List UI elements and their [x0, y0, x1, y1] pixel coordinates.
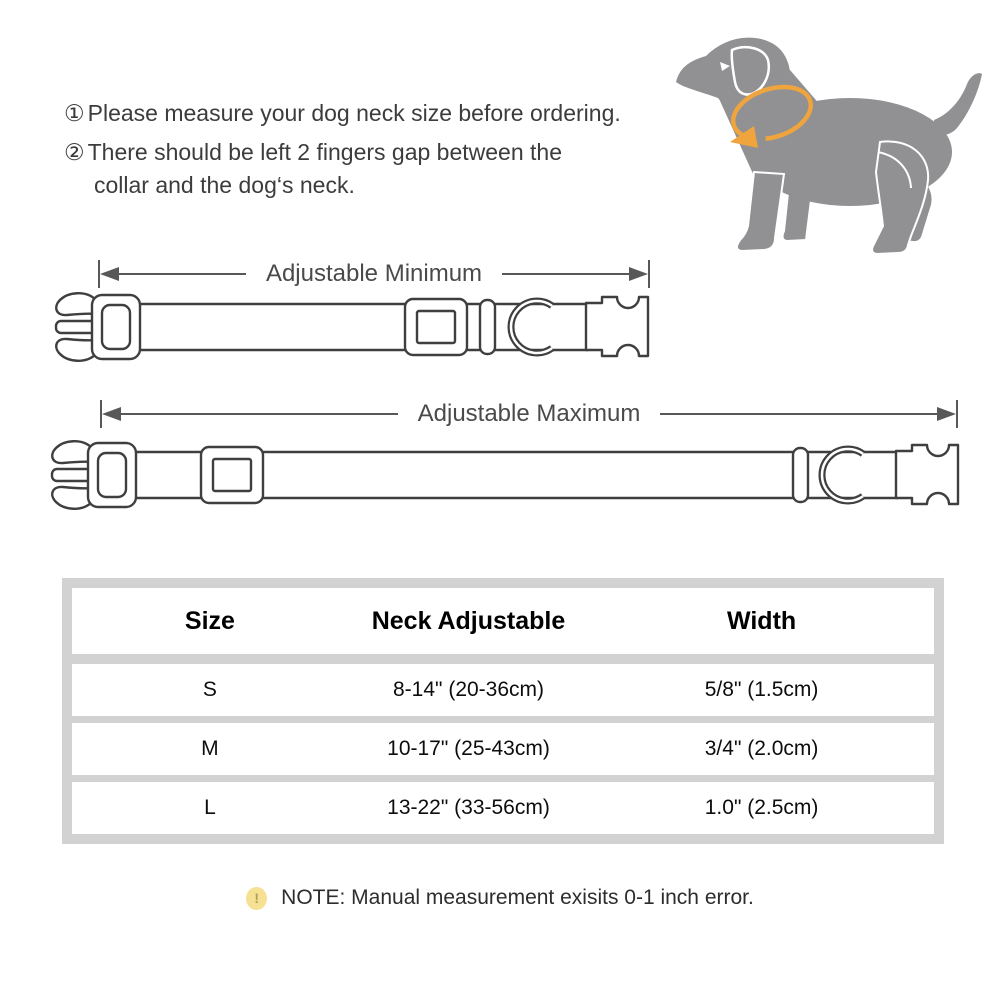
collar-minimum-drawing — [40, 288, 650, 366]
arrowhead-right-icon — [629, 267, 648, 281]
header-width: Width — [726, 606, 797, 635]
instruction-1-text: Please measure your dog neck size before ordering. — [87, 100, 621, 126]
dimension-line — [502, 273, 629, 275]
dimension-line — [660, 413, 937, 415]
exclamation-icon: ! — [246, 887, 267, 910]
cell-size: M — [201, 737, 219, 760]
circled-one: ① — [64, 100, 85, 126]
dimension-line — [119, 273, 246, 275]
side-release-buckle-male — [52, 441, 136, 509]
instruction-2-line2: collar and the dog‘s neck. — [94, 172, 355, 198]
adjustable-maximum-label: Adjustable Maximum — [417, 400, 641, 427]
cell-neck: 8-14" (20-36cm) — [393, 678, 545, 701]
instruction-1 — [64, 96, 621, 130]
table-row-l — [72, 782, 934, 834]
strap-keeper — [480, 300, 495, 354]
header-size: Size — [184, 606, 235, 635]
triglide-slider — [201, 447, 263, 503]
adjustable-minimum-label: Adjustable Minimum — [265, 260, 483, 287]
dog-body-shapes — [676, 38, 982, 254]
triglide-slider — [405, 299, 467, 355]
circled-two: ② — [64, 139, 85, 165]
table-row-s — [72, 664, 934, 716]
dimension-line — [121, 413, 398, 415]
cell-width: 5/8" (1.5cm) — [704, 678, 819, 701]
instruction-2 — [64, 135, 621, 169]
dimension-endbar — [956, 400, 958, 428]
adjustable-maximum-dimension — [100, 396, 958, 432]
header-neck-adjustable: Neck Adjustable — [371, 606, 566, 635]
cell-neck: 10-17" (25-43cm) — [387, 737, 550, 760]
side-release-buckle-female — [586, 297, 648, 356]
note-text: NOTE: Manual measurement exisits 0-1 inch error. — [281, 886, 754, 909]
cell-width: 3/4" (2.0cm) — [704, 737, 819, 760]
side-release-buckle-female — [896, 445, 958, 504]
arrowhead-left-icon — [100, 267, 119, 281]
instruction-2-line1: There should be left 2 fingers gap between the — [87, 139, 562, 165]
dimension-endbar — [648, 260, 650, 288]
side-release-buckle-male — [56, 293, 140, 361]
measuring-instructions — [64, 96, 621, 201]
cell-neck: 13-22" (33-56cm) — [387, 796, 550, 819]
size-chart-table — [62, 578, 944, 844]
collar-maximum-drawing — [36, 436, 964, 514]
arrowhead-left-icon — [102, 407, 121, 421]
cell-size: L — [204, 796, 216, 819]
dog-silhouette-illustration — [672, 24, 990, 260]
table-row-m — [72, 723, 934, 775]
strap-keeper — [793, 448, 808, 502]
adjustable-minimum-dimension — [98, 256, 650, 292]
table-header-row — [72, 588, 934, 654]
cell-size: S — [202, 678, 217, 701]
measurement-note — [0, 886, 1000, 910]
cell-width: 1.0" (2.5cm) — [704, 796, 819, 819]
arrowhead-right-icon — [937, 407, 956, 421]
